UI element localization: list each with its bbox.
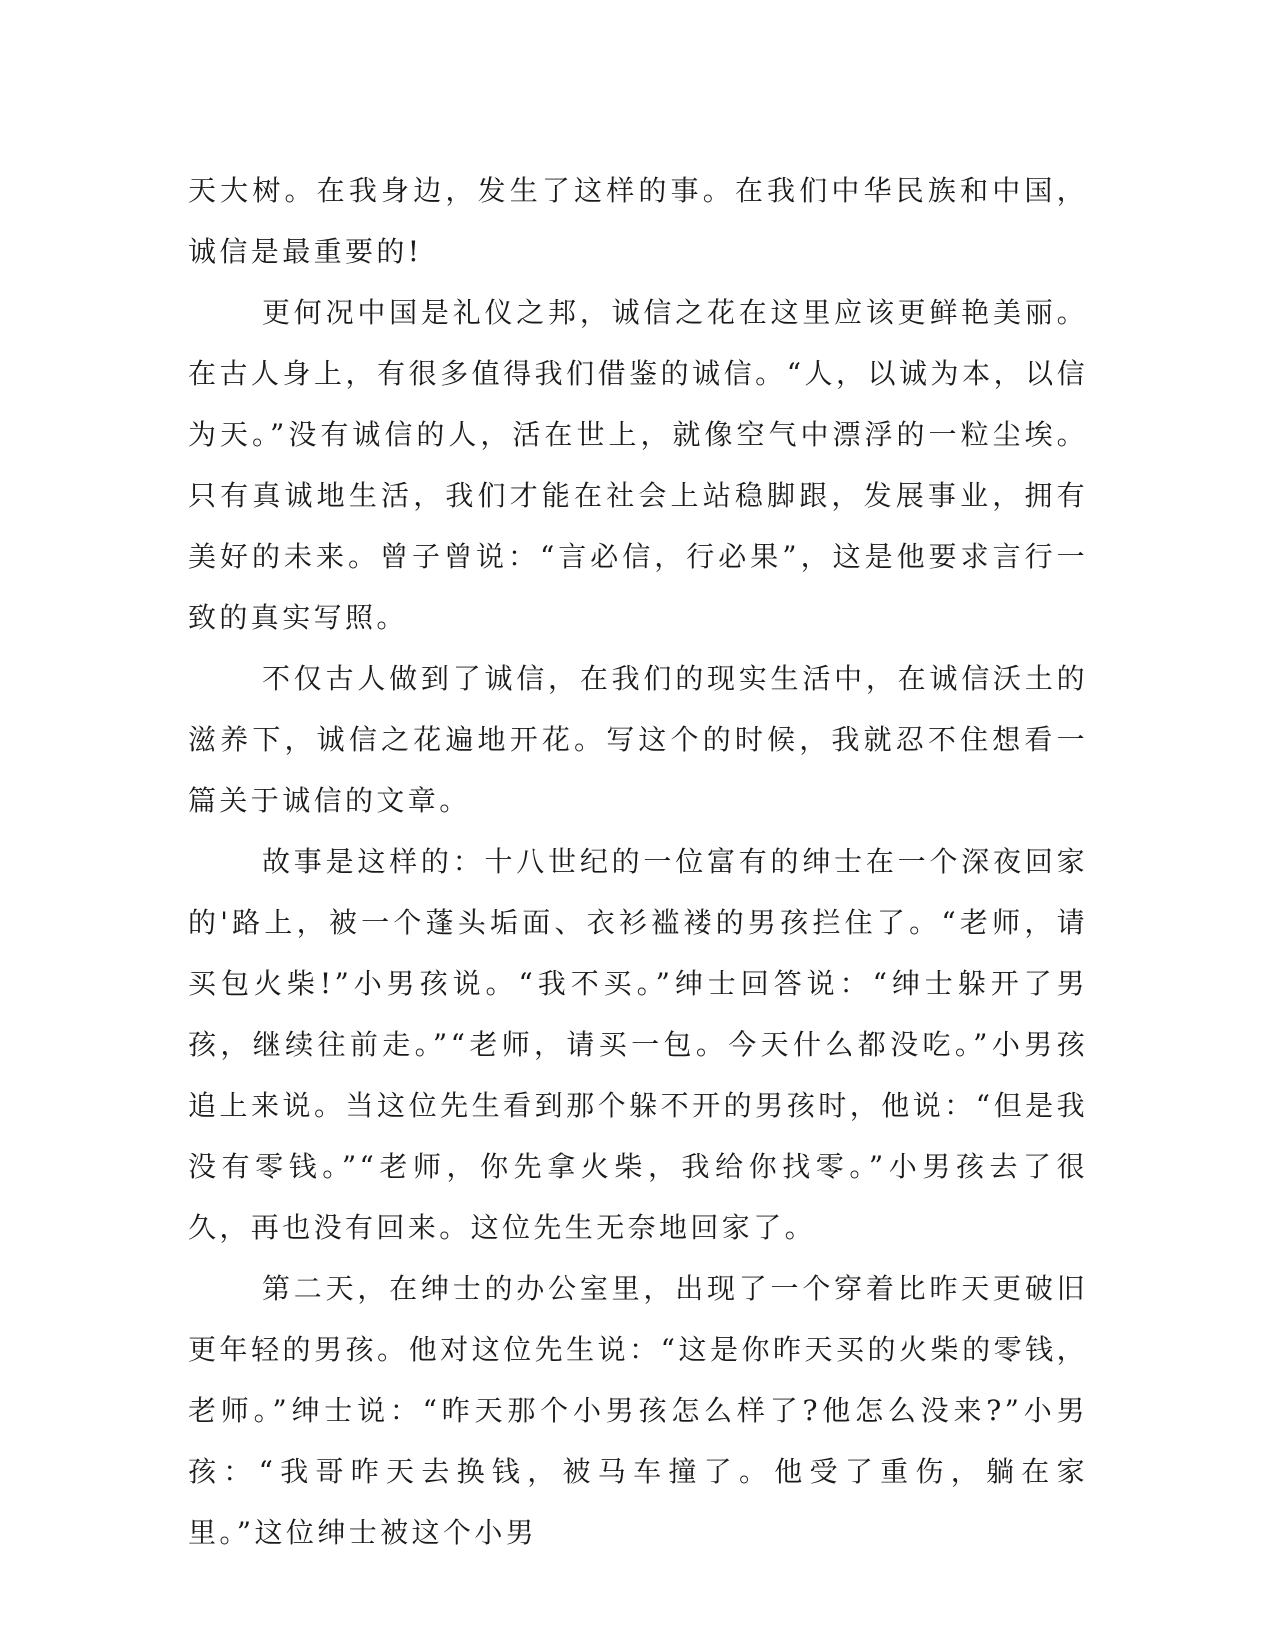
document-body — [188, 160, 1088, 1563]
paragraph-2: 更何况中国是礼仪之邦，诚信之花在这里应该更鲜艳美丽。在古人身上，有很多值得我们借鉴的诚信。“人，以诚为本，以信为天。”没有诚信的人，活在世上，就像空气中漂浮的一粒尘埃。只有真诚地生活，我们才能在社会上站稳脚跟，发展事业，拥有美好的未来。曾子曾说：“言必信，行必果”，这是他要求言行一致的真实写照。 — [188, 296, 1088, 634]
paragraph-3: 不仅古人做到了诚信，在我们的现实生活中，在诚信沃土的滋养下，诚信之花遍地开花。写这个的时候，我就忍不住想看一篇关于诚信的文章。 — [188, 662, 1088, 817]
paragraph-4: 故事是这样的：十八世纪的一位富有的绅士在一个深夜回家的'路上，被一个蓬头垢面、衣衫褴褛的男孩拦住了。“老师，请买包火柴!”小男孩说。“我不买。”绅士回答说：“绅士躲开了男孩，继续往前走。”“老师，请买一包。今天什么都没吃。”小男孩追上来说。当这位先生看到那个躲不开的男孩时，他说：“但是我没有零钱。”“老师，你先拿火柴，我给你找零。”小男孩去了很久，再也没有回来。这位先生无奈地回家了。 — [188, 845, 1088, 1244]
paragraph-5: 第二天，在绅士的办公室里，出现了一个穿着比昨天更破旧更年轻的男孩。他对这位先生说：“这是你昨天买的火柴的零钱，老师。”绅士说：“昨天那个小男孩怎么样了?他怎么没来?”小男孩：“我哥昨天去换钱，被马车撞了。他受了重伤，躺在家里。”这位绅士被这个小男 — [188, 1272, 1088, 1549]
paragraph-1: 天大树。在我身边，发生了这样的事。在我们中华民族和中国，诚信是最重要的! — [188, 174, 1088, 268]
